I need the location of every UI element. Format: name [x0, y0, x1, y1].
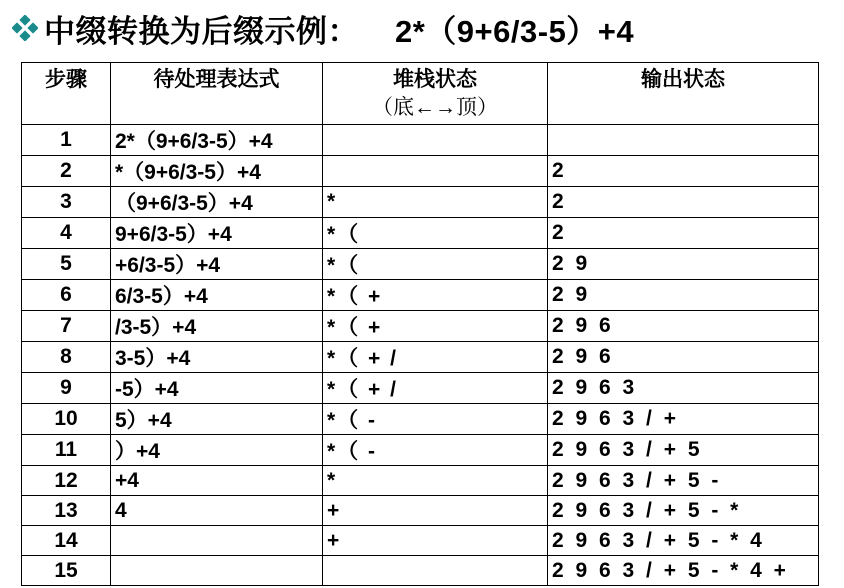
step-cell: 5: [22, 249, 111, 280]
output-cell: 2 9 6: [548, 311, 819, 342]
conversion-table: [21, 62, 819, 586]
step-cell: 9: [22, 373, 111, 404]
step-cell: 12: [22, 466, 111, 496]
pending-cell: /3-5）+4: [111, 311, 323, 342]
output-cell: 2: [548, 187, 819, 218]
stack-cell: *（ -: [323, 435, 548, 466]
pending-cell: 4: [111, 496, 323, 526]
header-output: 输出状态: [548, 63, 819, 125]
table-row: [22, 156, 819, 187]
step-cell: 11: [22, 435, 111, 466]
table-row: [22, 404, 819, 435]
step-cell: 13: [22, 496, 111, 526]
table-row: [22, 125, 819, 156]
step-cell: 1: [22, 125, 111, 156]
stack-cell: *（: [323, 218, 548, 249]
output-cell: 2 9 6: [548, 342, 819, 373]
page-title: [12, 6, 634, 50]
output-cell: 2 9 6 3 / + 5 -: [548, 466, 819, 496]
pending-cell: -5）+4: [111, 373, 323, 404]
table-row: [22, 496, 819, 526]
pending-cell: ）+4: [111, 435, 323, 466]
pending-cell: +6/3-5）+4: [111, 249, 323, 280]
pending-cell: [111, 526, 323, 556]
stack-cell: [323, 156, 548, 187]
output-cell: 2: [548, 156, 819, 187]
output-cell: [548, 125, 819, 156]
step-cell: 4: [22, 218, 111, 249]
output-cell: 2 9 6 3 / + 5 - * 4 +: [548, 556, 819, 586]
title-prefix: 中缀转换为后缀示例：: [44, 13, 359, 49]
pending-cell: （9+6/3-5）+4: [111, 187, 323, 218]
diamond-bullet-icon: [12, 15, 38, 41]
output-cell: 2 9: [548, 280, 819, 311]
pending-cell: 5）+4: [111, 404, 323, 435]
output-cell: 2 9 6 3 / + 5 - * 4: [548, 526, 819, 556]
table-row: [22, 187, 819, 218]
title-expression: 2*（9+6/3-5）+4: [395, 13, 635, 49]
table-header-row: [22, 63, 819, 125]
output-cell: 2: [548, 218, 819, 249]
stack-cell: *（ + /: [323, 373, 548, 404]
header-stack-sub: （底←→顶）: [372, 96, 498, 119]
step-cell: 3: [22, 187, 111, 218]
pending-cell: 6/3-5）+4: [111, 280, 323, 311]
step-cell: 8: [22, 342, 111, 373]
step-cell: 15: [22, 556, 111, 586]
output-cell: 2 9 6 3 / + 5: [548, 435, 819, 466]
pending-cell: 2*（9+6/3-5）+4: [111, 125, 323, 156]
table-row: [22, 526, 819, 556]
stack-cell: [323, 125, 548, 156]
table-row: [22, 218, 819, 249]
step-cell: 14: [22, 526, 111, 556]
output-cell: 2 9 6 3 / + 5 - *: [548, 496, 819, 526]
header-stack-label: 堆栈状态: [393, 68, 477, 91]
table-row: [22, 311, 819, 342]
output-cell: 2 9 6 3: [548, 373, 819, 404]
header-stack: [323, 63, 548, 125]
stack-cell: +: [323, 526, 548, 556]
pending-cell: 3-5）+4: [111, 342, 323, 373]
pending-cell: *（9+6/3-5）+4: [111, 156, 323, 187]
pending-cell: 9+6/3-5）+4: [111, 218, 323, 249]
stack-cell: *（ -: [323, 404, 548, 435]
header-step: 步骤: [22, 63, 111, 125]
stack-cell: *（ +: [323, 280, 548, 311]
stack-cell: *（: [323, 249, 548, 280]
stack-cell: *（ + /: [323, 342, 548, 373]
stack-cell: *（ +: [323, 311, 548, 342]
table-row: [22, 435, 819, 466]
table-row: [22, 280, 819, 311]
stack-cell: *: [323, 466, 548, 496]
step-cell: 10: [22, 404, 111, 435]
stack-cell: +: [323, 496, 548, 526]
table-row: [22, 466, 819, 496]
output-cell: 2 9: [548, 249, 819, 280]
step-cell: 2: [22, 156, 111, 187]
table-row: [22, 373, 819, 404]
stack-cell: [323, 556, 548, 586]
table-row: [22, 342, 819, 373]
step-cell: 7: [22, 311, 111, 342]
stack-cell: *: [323, 187, 548, 218]
pending-cell: +4: [111, 466, 323, 496]
step-cell: 6: [22, 280, 111, 311]
header-pending: 待处理表达式: [111, 63, 323, 125]
pending-cell: [111, 556, 323, 586]
table-row: [22, 249, 819, 280]
table-row: [22, 556, 819, 586]
output-cell: 2 9 6 3 / +: [548, 404, 819, 435]
